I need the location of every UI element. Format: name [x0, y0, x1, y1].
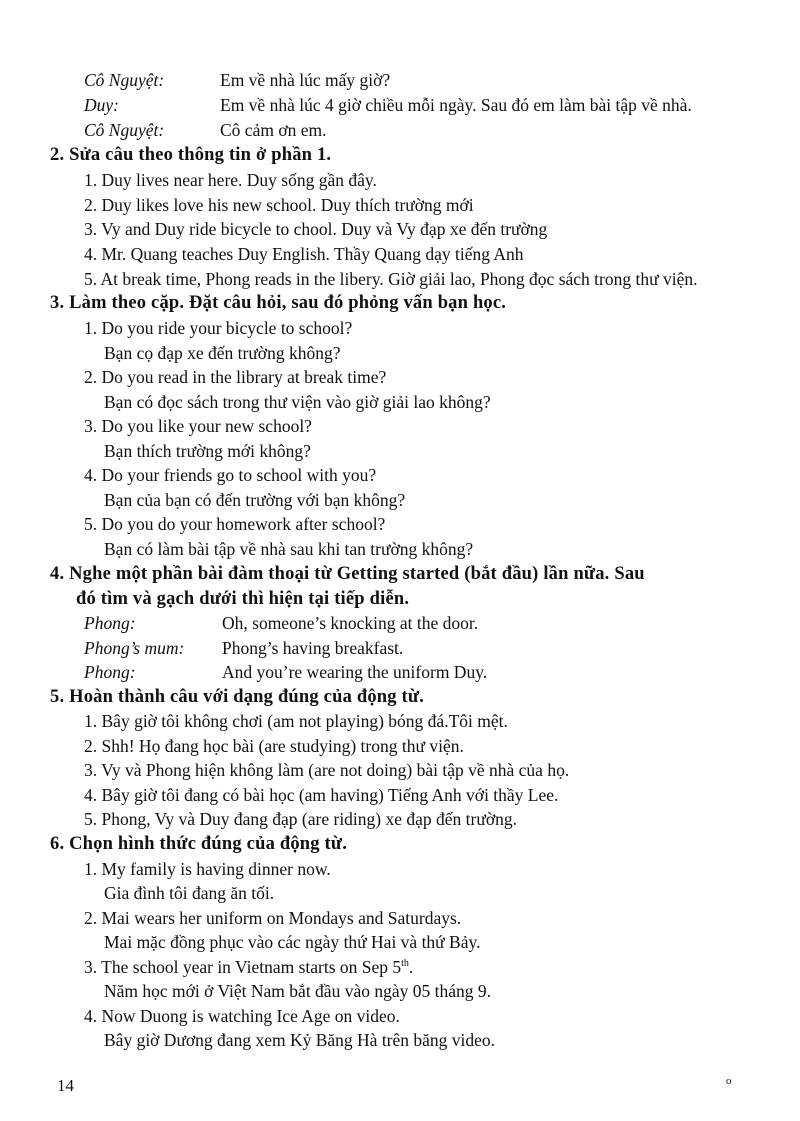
dialogue-text: Cô cảm ơn em.: [220, 120, 327, 140]
section-3-heading: 3. Làm theo cặp. Đặt câu hỏi, sau đó phỏng vấn bạn học.: [50, 293, 507, 313]
section-2-item: 5. At break time, Phong reads in the libery. Giờ giải lao, Phong đọc sách trong thư viện.: [84, 269, 698, 289]
dialogue-speaker: Phong’s mum:: [84, 638, 185, 658]
section-6-translation: Gia đình tôi đang ăn tối.: [104, 883, 275, 903]
dialogue-speaker: Phong:: [84, 613, 136, 633]
dialogue-text: Phong’s having breakfast.: [222, 638, 404, 658]
section-6-translation: Năm học mới ở Việt Nam bắt đầu vào ngày 05 tháng 9.: [104, 981, 491, 1001]
dialogue-text: Em về nhà lúc mấy giờ?: [220, 70, 391, 90]
section-3-question: 3. Do you like your new school?: [84, 416, 312, 436]
section-5-item: 1. Bây giờ tôi không chơi (am not playing) bóng đá.Tôi mệt.: [84, 711, 508, 731]
section-6-heading: 6. Chọn hình thức đúng của động từ.: [50, 834, 348, 854]
section-4-heading: 4. Nghe một phần bài đàm thoại từ Getting started (bắt đầu) lần nữa. Sau: [50, 564, 645, 584]
section-6-translation: Bây giờ Dương đang xem Kỷ Băng Hà trên băng video.: [104, 1030, 496, 1050]
section-2-item: 4. Mr. Quang teaches Duy English. Thầy Quang dạy tiếng Anh: [84, 244, 524, 264]
section-3-question: 2. Do you read in the library at break time?: [84, 367, 387, 387]
section-5-item: 4. Bây giờ tôi đang có bài học (am having) Tiếng Anh với thầy Lee.: [84, 785, 559, 805]
sentence-period: .: [408, 957, 414, 977]
dialogue-text: And you’re wearing the uniform Duy.: [222, 662, 488, 682]
dialogue-text: Oh, someone’s knocking at the door.: [222, 613, 479, 633]
section-5-item: 2. Shh! Họ đang học bài (are studying) trong thư viện.: [84, 736, 464, 756]
section-3-translation: Bạn thích trường mới không?: [104, 441, 311, 461]
section-4-heading-continued: đó tìm và gạch dưới thì hiện tại tiếp diễn.: [76, 589, 410, 609]
section-6-sentence: 1. My family is having dinner now.: [84, 859, 331, 879]
section-2-item: 1. Duy lives near here. Duy sống gần đây.: [84, 170, 377, 190]
section-5-item: 5. Phong, Vy và Duy đang đạp (are riding) xe đạp đến trường.: [84, 809, 517, 829]
section-6-sentence: 2. Mai wears her uniform on Mondays and Saturdays.: [84, 908, 462, 928]
section-3-question: 1. Do you ride your bicycle to school?: [84, 318, 353, 338]
section-3-translation: Bạn có đọc sách trong thư viện vào giờ giải lao không?: [104, 392, 491, 412]
dialogue-speaker: Phong:: [84, 662, 136, 682]
section-6-sentence: 4. Now Duong is watching Ice Age on video.: [84, 1006, 400, 1026]
section-3-question: 5. Do you do your homework after school?: [84, 514, 386, 534]
section-2-item: 2. Duy likes love his new school. Duy thích trường mới: [84, 195, 474, 215]
section-2-heading: 2. Sửa câu theo thông tin ở phần 1.: [50, 145, 332, 165]
section-5-item: 3. Vy và Phong hiện không làm (are not doing) bài tập về nhà của họ.: [84, 760, 570, 780]
section-6-sentence-text: 3. The school year in Vietnam starts on Sep 5: [84, 957, 402, 977]
corner-mark: o: [726, 1075, 732, 1087]
section-6-sentence: [84, 955, 413, 979]
section-3-question: 4. Do your friends go to school with you?: [84, 465, 377, 485]
page-number: 14: [57, 1076, 74, 1095]
section-5-heading: 5. Hoàn thành câu với dạng đúng của động từ.: [50, 687, 425, 707]
section-6-translation: Mai mặc đồng phục vào các ngày thứ Hai và thứ Bảy.: [104, 932, 481, 952]
ordinal-superscript: th: [401, 958, 409, 970]
dialogue-speaker: Cô Nguyệt:: [84, 120, 165, 140]
section-3-translation: Bạn của bạn có đến trường với bạn không?: [104, 490, 406, 510]
section-3-translation: Bạn cọ đạp xe đến trường không?: [104, 343, 341, 363]
dialogue-text: Em về nhà lúc 4 giờ chiều mỗi ngày. Sau đó em làm bài tập về nhà.: [220, 95, 692, 115]
section-3-translation: Bạn có làm bài tập về nhà sau khi tan trường không?: [104, 539, 474, 559]
section-2-item: 3. Vy and Duy ride bicycle to chool. Duy và Vy đạp xe đến trường: [84, 219, 548, 239]
dialogue-speaker: Duy:: [84, 95, 119, 115]
dialogue-speaker: Cô Nguyệt:: [84, 70, 165, 90]
